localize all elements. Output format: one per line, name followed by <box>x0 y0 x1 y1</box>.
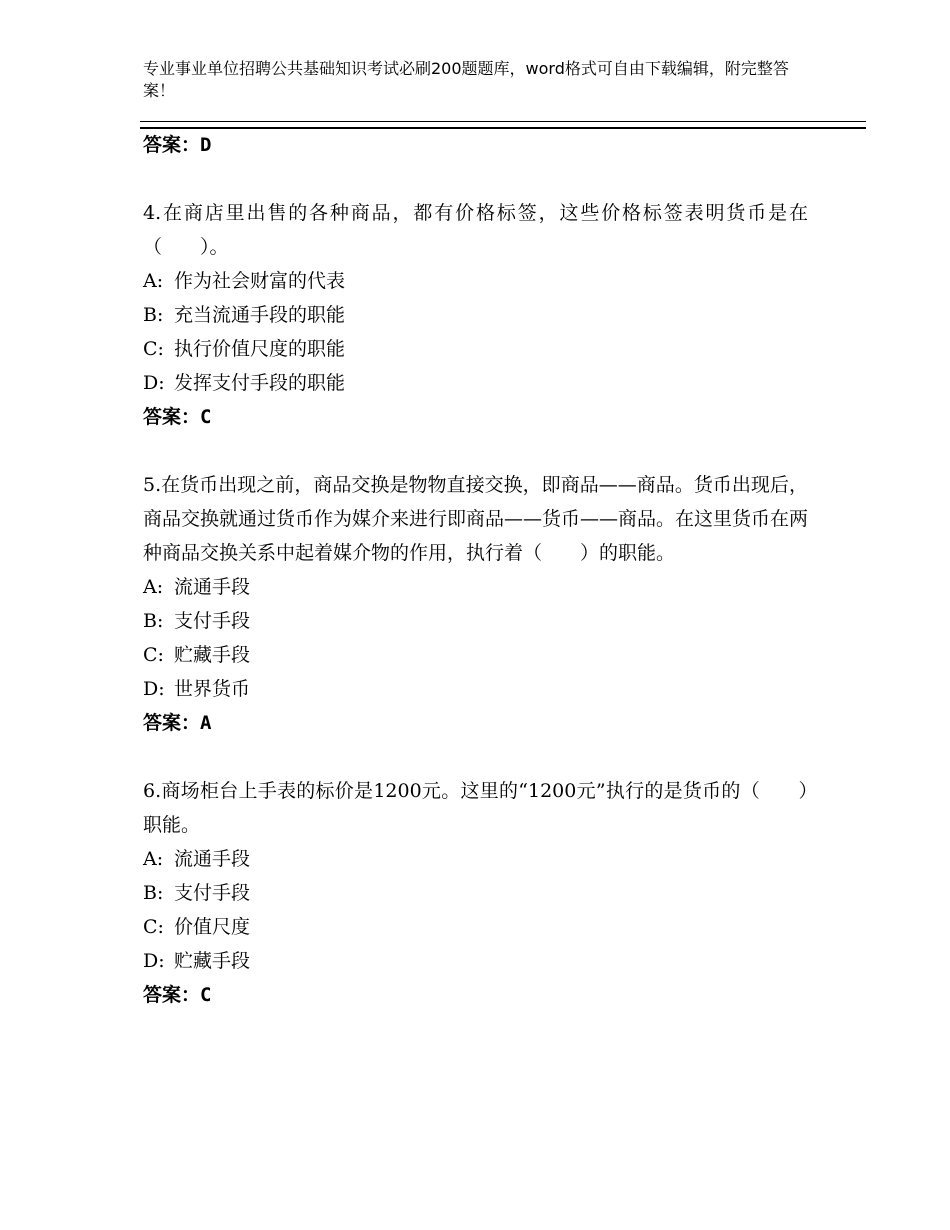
option-letter: D: <box>143 372 165 394</box>
option-text: 执行价值尺度的职能 <box>174 338 346 360</box>
option-letter: B: <box>143 610 164 632</box>
option-letter: B: <box>143 304 164 326</box>
answer-value: C <box>200 406 212 428</box>
answer-label: 答案： <box>143 406 201 428</box>
option-letter: C: <box>143 644 164 666</box>
option-b <box>143 876 808 910</box>
question-stem: 5.在货币出现之前，商品交换是物物直接交换，即商品——商品。货币出现后，商品交换就通过货币作为媒介来进行即商品——货币——商品。在这里货币在两种商品交换关系中起着媒介物的作用，执行着（ ）的职能。 <box>143 474 809 564</box>
previous-answer <box>143 128 808 162</box>
option-text: 充当流通手段的职能 <box>174 304 346 326</box>
answer-label: 答案： <box>143 712 201 734</box>
option-b <box>143 604 808 638</box>
option-letter: C: <box>143 338 164 360</box>
question-answer <box>143 706 808 740</box>
option-text: 流通手段 <box>174 848 251 870</box>
option-text: 世界货币 <box>174 678 251 700</box>
question-answer <box>143 400 808 434</box>
option-a <box>143 264 808 298</box>
option-d <box>143 672 808 706</box>
question-4 <box>143 196 808 434</box>
document-body <box>143 128 808 1012</box>
option-c <box>143 910 808 944</box>
option-letter: A: <box>143 576 164 598</box>
option-c <box>143 638 808 672</box>
option-d <box>143 944 808 978</box>
answer-label: 答案： <box>143 134 201 156</box>
answer-label: 答案： <box>143 984 201 1006</box>
option-text: 支付手段 <box>174 882 251 904</box>
option-letter: A: <box>143 848 164 870</box>
option-d <box>143 366 808 400</box>
option-a <box>143 842 808 876</box>
option-letter: A: <box>143 270 164 292</box>
answer-value: D <box>200 134 212 156</box>
option-letter: B: <box>143 882 164 904</box>
answer-value: C <box>200 984 212 1006</box>
option-letter: D: <box>143 950 165 972</box>
question-answer <box>143 978 808 1012</box>
question-6 <box>143 774 808 1012</box>
option-b <box>143 298 808 332</box>
option-text: 贮藏手段 <box>174 950 251 972</box>
option-a <box>143 570 808 604</box>
option-text: 贮藏手段 <box>174 644 251 666</box>
option-text: 作为社会财富的代表 <box>174 270 346 292</box>
answer-value: A <box>200 712 212 734</box>
option-text: 支付手段 <box>174 610 251 632</box>
question-5 <box>143 468 808 740</box>
option-text: 价值尺度 <box>174 916 251 938</box>
page-header: 专业事业单位招聘公共基础知识考试必刷200题题库，word格式可自由下载编辑，附完整答案！ <box>143 59 789 100</box>
option-letter: C: <box>143 916 164 938</box>
option-letter: D: <box>143 678 165 700</box>
question-stem: 4.在商店里出售的各种商品，都有价格标签，这些价格标签表明货币是在（ ）。 <box>143 202 808 258</box>
question-stem: 6.商场柜台上手表的标价是1200元。这里的“1200元”执行的是货币的（ ）职能。 <box>143 780 808 836</box>
option-text: 流通手段 <box>174 576 251 598</box>
option-text: 发挥支付手段的职能 <box>174 372 346 394</box>
option-c <box>143 332 808 366</box>
